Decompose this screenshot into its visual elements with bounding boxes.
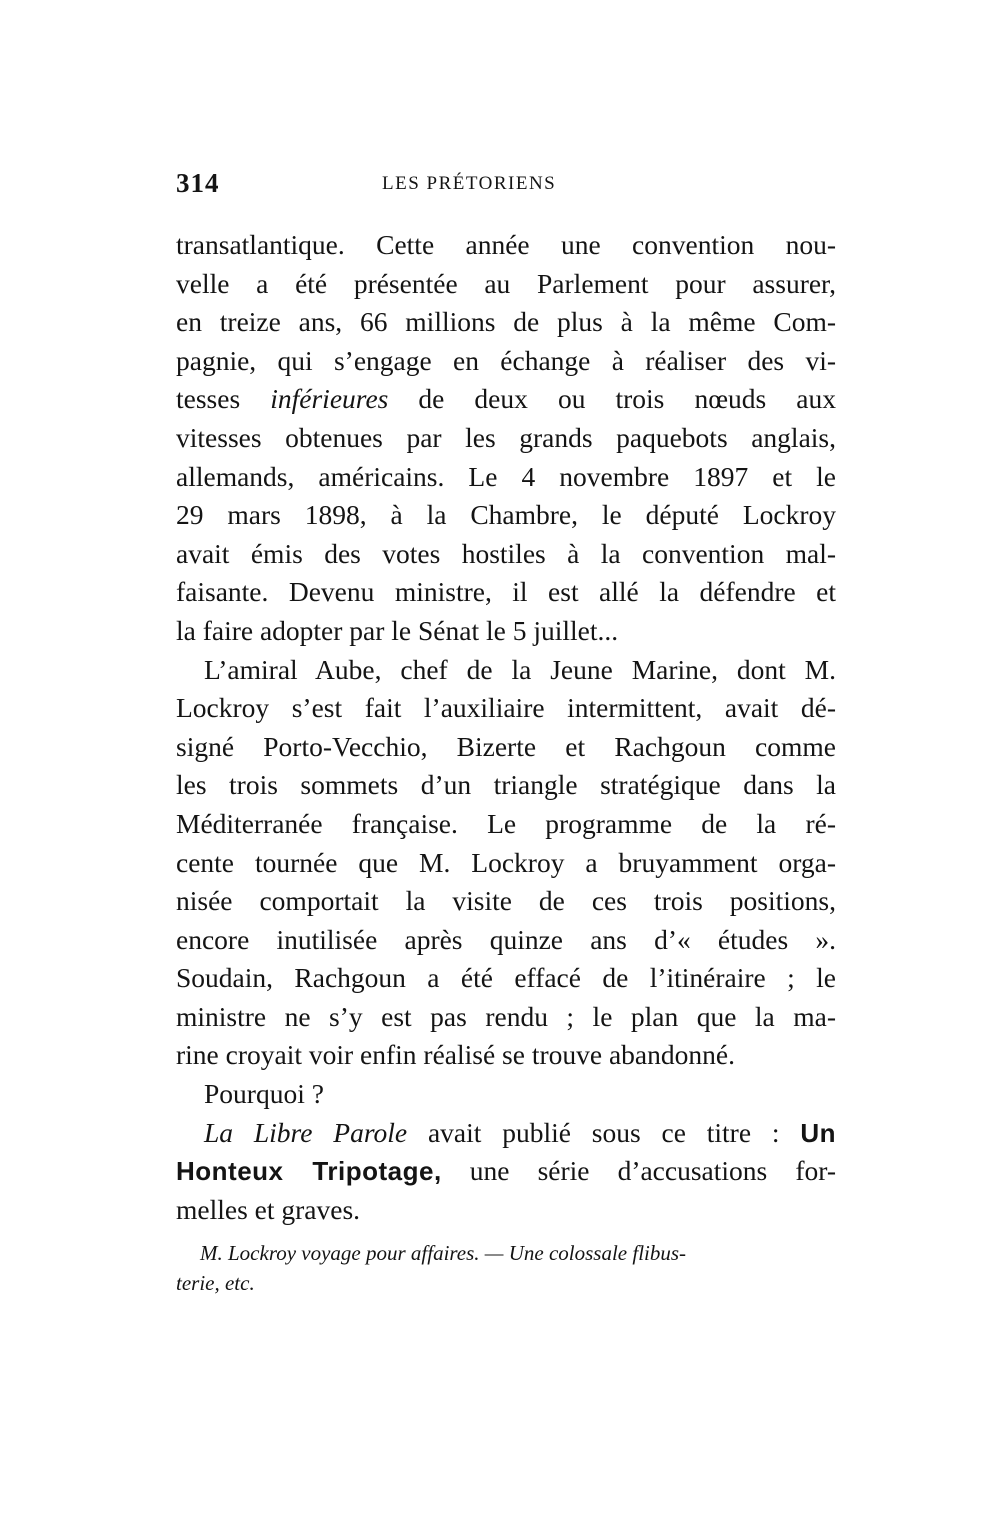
text-segment: une série d’accusations for- [469, 1155, 836, 1187]
text-line: Lockroy s’est fait l’auxiliaire intermittent, avait dé- [176, 692, 836, 724]
text-line: L’amiral Aube, chef de la Jeune Marine, dont M. [204, 653, 836, 685]
text-line: pagnie, qui s’engage en échange à réaliser des vi- [176, 344, 836, 376]
footnote [176, 1238, 836, 1298]
text-line: Pourquoi ? [204, 1078, 324, 1110]
text-line: en treize ans, 66 millions de plus à la même Com- [176, 306, 836, 338]
text-line: vitesses obtenues par les grands paquebots anglais, [176, 421, 836, 453]
text-line: 29 mars 1898, à la Chambre, le député Lockroy [176, 499, 836, 531]
headline-text: Un [800, 1117, 836, 1148]
body-text [176, 226, 836, 1229]
text-line: ministre ne s’y est pas rendu ; le plan que la ma- [176, 1000, 836, 1032]
text-line: melles et graves. [176, 1193, 361, 1225]
text-line: faisante. Devenu ministre, il est allé la défendre et [176, 576, 836, 608]
text-line: Soudain, Rachgoun a été effacé de l’itinéraire ; le [176, 962, 836, 994]
text-line: cente tournée que M. Lockroy a bruyamment orga- [176, 846, 836, 878]
text-line: nisée comportait la visite de ces trois positions, [176, 885, 836, 917]
text-line: encore inutilisée après quinze ans d’« études ». [176, 923, 836, 955]
footnote-line: M. Lockroy voyage pour affaires. — Une colossale flibus- [200, 1241, 687, 1265]
italic-term: inférieures [270, 383, 389, 415]
footnote-line: terie, etc. [176, 1271, 255, 1295]
text-line: allemands, américains. Le 4 novembre 1897 et le [176, 460, 836, 492]
text-line: Méditerranée française. Le programme de la ré- [176, 807, 836, 839]
text-segment: de deux ou trois nœuds aux [418, 383, 837, 415]
text-line [176, 380, 836, 419]
text-segment: tesses [176, 383, 241, 415]
newspaper-title: La Libre Parole [204, 1116, 408, 1148]
text-line: les trois sommets d’un triangle stratégique dans la [176, 769, 836, 801]
text-line: velle a été présentée au Parlement pour assurer, [176, 267, 836, 299]
running-title: LES PRÉTORIENS [382, 173, 557, 194]
text-line: la faire adopter par le Sénat le 5 juillet... [176, 614, 619, 646]
text-line [176, 1114, 836, 1153]
text-line: transatlantique. Cette année une convention nou- [176, 229, 836, 260]
text-line: signé Porto-Vecchio, Bizerte et Rachgoun comme [176, 730, 836, 762]
headline-text: Honteux Tripotage, [176, 1156, 442, 1187]
text-line: avait émis des votes hostiles à la convention mal- [176, 537, 836, 569]
text-line: rine croyait voir enfin réalisé se trouve abandonné. [176, 1039, 735, 1071]
text-segment: avait publié sous ce titre : [427, 1116, 780, 1148]
page-number: 314 [176, 168, 220, 198]
text-line [176, 1152, 836, 1191]
page-header [176, 168, 836, 204]
